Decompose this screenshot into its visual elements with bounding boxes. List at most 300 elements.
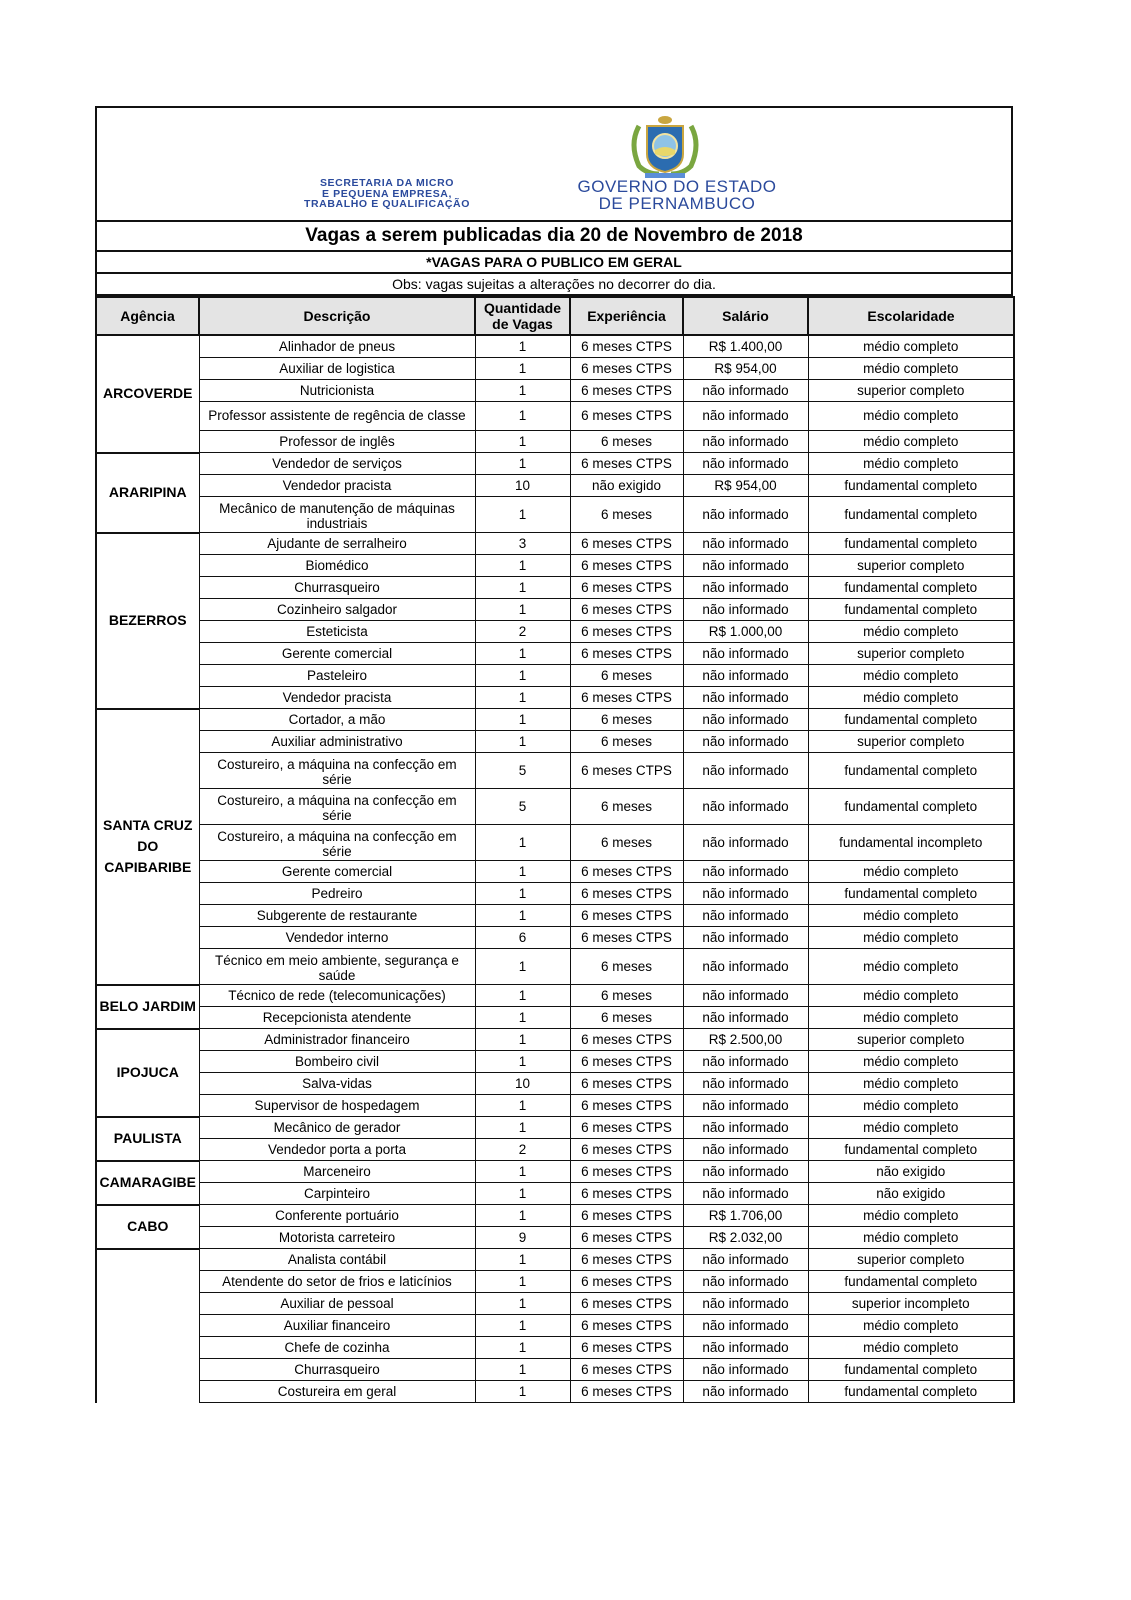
description-cell: Churrasqueiro (199, 577, 475, 599)
experience-cell: 6 meses CTPS (570, 1249, 683, 1271)
salary-cell: não informado (683, 949, 808, 985)
salary-cell: não informado (683, 1051, 808, 1073)
education-cell: fundamental completo (808, 577, 1014, 599)
experience-cell: 6 meses (570, 709, 683, 731)
experience-cell: 6 meses CTPS (570, 927, 683, 949)
table-row (96, 1271, 1014, 1293)
education-cell: fundamental completo (808, 883, 1014, 905)
experience-cell: 6 meses CTPS (570, 335, 683, 358)
quantity-cell: 6 (475, 927, 570, 949)
quantity-cell: 2 (475, 621, 570, 643)
quantity-cell: 1 (475, 1205, 570, 1227)
description-cell: Professor assistente de regência de classe (199, 402, 475, 431)
table-row (96, 665, 1014, 687)
salary-cell: não informado (683, 1337, 808, 1359)
experience-cell: 6 meses CTPS (570, 453, 683, 475)
quantity-cell: 1 (475, 665, 570, 687)
education-cell: médio completo (808, 431, 1014, 453)
education-cell: superior completo (808, 1029, 1014, 1051)
experience-cell: 6 meses (570, 497, 683, 533)
education-cell: médio completo (808, 621, 1014, 643)
education-cell: médio completo (808, 1117, 1014, 1139)
quantity-cell: 1 (475, 1293, 570, 1315)
document-subtitle: *VAGAS PARA O PUBLICO EM GERAL (97, 252, 1011, 274)
education-cell: fundamental completo (808, 789, 1014, 825)
experience-cell: 6 meses CTPS (570, 687, 683, 709)
education-cell: médio completo (808, 861, 1014, 883)
table-row (96, 621, 1014, 643)
salary-cell: não informado (683, 577, 808, 599)
education-cell: fundamental incompleto (808, 825, 1014, 861)
education-cell: superior incompleto (808, 1293, 1014, 1315)
quantity-cell: 1 (475, 1007, 570, 1029)
experience-cell: 6 meses (570, 985, 683, 1007)
description-cell: Gerente comercial (199, 861, 475, 883)
description-cell: Vendedor interno (199, 927, 475, 949)
experience-cell: 6 meses CTPS (570, 1183, 683, 1205)
agency-cell (96, 1249, 199, 1403)
experience-cell: 6 meses CTPS (570, 1073, 683, 1095)
quantity-cell: 1 (475, 1051, 570, 1073)
education-cell: fundamental completo (808, 533, 1014, 555)
education-cell: superior completo (808, 1249, 1014, 1271)
education-cell: fundamental completo (808, 1359, 1014, 1381)
quantity-cell: 1 (475, 599, 570, 621)
education-cell: médio completo (808, 665, 1014, 687)
quantity-cell: 1 (475, 709, 570, 731)
description-cell: Carpinteiro (199, 1183, 475, 1205)
salary-cell: não informado (683, 1007, 808, 1029)
description-cell: Ajudante de serralheiro (199, 533, 475, 555)
quantity-cell: 1 (475, 643, 570, 665)
description-cell: Analista contábil (199, 1249, 475, 1271)
salary-cell: não informado (683, 687, 808, 709)
education-cell: médio completo (808, 453, 1014, 475)
table-row (96, 1249, 1014, 1271)
column-header-quantidade: Quantidade de Vagas (475, 297, 570, 335)
column-header-escolaridade: Escolaridade (808, 297, 1014, 335)
salary-cell: R$ 1.400,00 (683, 335, 808, 358)
experience-cell: 6 meses CTPS (570, 1315, 683, 1337)
experience-cell: 6 meses CTPS (570, 1161, 683, 1183)
table-row (96, 905, 1014, 927)
table-row (96, 825, 1014, 861)
education-cell: médio completo (808, 335, 1014, 358)
table-row (96, 497, 1014, 533)
letterhead (97, 108, 1011, 222)
salary-cell: não informado (683, 599, 808, 621)
experience-cell: 6 meses CTPS (570, 358, 683, 380)
quantity-cell: 1 (475, 731, 570, 753)
quantity-cell: 1 (475, 431, 570, 453)
description-cell: Atendente do setor de frios e laticínios (199, 1271, 475, 1293)
education-cell: fundamental completo (808, 497, 1014, 533)
description-cell: Pasteleiro (199, 665, 475, 687)
salary-cell: não informado (683, 1095, 808, 1117)
agency-cell: ARCOVERDE (96, 335, 199, 453)
salary-cell: não informado (683, 453, 808, 475)
education-cell: fundamental completo (808, 1381, 1014, 1403)
education-cell: médio completo (808, 1205, 1014, 1227)
education-cell: médio completo (808, 1315, 1014, 1337)
experience-cell: 6 meses CTPS (570, 1293, 683, 1315)
table-row (96, 1095, 1014, 1117)
education-cell: fundamental completo (808, 475, 1014, 497)
salary-cell: R$ 1.000,00 (683, 621, 808, 643)
education-cell: médio completo (808, 358, 1014, 380)
agency-cell: BEZERROS (96, 533, 199, 709)
description-cell: Auxiliar financeiro (199, 1315, 475, 1337)
education-cell: superior completo (808, 731, 1014, 753)
agency-group (96, 335, 1014, 453)
quantity-cell: 1 (475, 687, 570, 709)
education-cell: fundamental completo (808, 1271, 1014, 1293)
table-row (96, 577, 1014, 599)
agency-group (96, 1249, 1014, 1403)
description-cell: Chefe de cozinha (199, 1337, 475, 1359)
description-cell: Vendedor de serviços (199, 453, 475, 475)
quantity-cell: 1 (475, 861, 570, 883)
education-cell: médio completo (808, 949, 1014, 985)
agency-group (96, 985, 1014, 1029)
table-row (96, 1139, 1014, 1161)
document-note: Obs: vagas sujeitas a alterações no decorrer do dia. (97, 274, 1011, 296)
experience-cell: 6 meses CTPS (570, 1337, 683, 1359)
experience-cell: 6 meses (570, 431, 683, 453)
quantity-cell: 1 (475, 1095, 570, 1117)
experience-cell: 6 meses CTPS (570, 1359, 683, 1381)
table-row (96, 687, 1014, 709)
salary-cell: não informado (683, 825, 808, 861)
experience-cell: 6 meses CTPS (570, 577, 683, 599)
experience-cell: 6 meses CTPS (570, 905, 683, 927)
experience-cell: 6 meses CTPS (570, 621, 683, 643)
agency-cell: PAULISTA (96, 1117, 199, 1161)
table-row (96, 709, 1014, 731)
salary-cell: não informado (683, 709, 808, 731)
table-row (96, 1359, 1014, 1381)
table-row (96, 1007, 1014, 1029)
education-cell: médio completo (808, 1095, 1014, 1117)
experience-cell: 6 meses CTPS (570, 1095, 683, 1117)
agency-cell: SANTA CRUZ DO CAPIBARIBE (96, 709, 199, 985)
education-cell: médio completo (808, 1073, 1014, 1095)
quantity-cell: 1 (475, 555, 570, 577)
education-cell: superior completo (808, 380, 1014, 402)
description-cell: Mecânico de manutenção de máquinas industriais (199, 497, 475, 533)
salary-cell: não informado (683, 927, 808, 949)
description-cell: Nutricionista (199, 380, 475, 402)
education-cell: fundamental completo (808, 753, 1014, 789)
agency-cell: IPOJUCA (96, 1029, 199, 1117)
quantity-cell: 9 (475, 1227, 570, 1249)
table-row (96, 643, 1014, 665)
description-cell: Cortador, a mão (199, 709, 475, 731)
salary-cell: R$ 954,00 (683, 475, 808, 497)
table-row (96, 1161, 1014, 1183)
quantity-cell: 1 (475, 1117, 570, 1139)
quantity-cell: 1 (475, 883, 570, 905)
table-row (96, 358, 1014, 380)
column-header-experiencia: Experiência (570, 297, 683, 335)
table-row (96, 1227, 1014, 1249)
description-cell: Bombeiro civil (199, 1051, 475, 1073)
column-header-salario: Salário (683, 297, 808, 335)
salary-cell: não informado (683, 497, 808, 533)
salary-cell: não informado (683, 555, 808, 577)
education-cell: médio completo (808, 927, 1014, 949)
education-cell: médio completo (808, 1051, 1014, 1073)
table-row (96, 1315, 1014, 1337)
table-row (96, 475, 1014, 497)
document-title: Vagas a serem publicadas dia 20 de Novembro de 2018 (97, 222, 1011, 252)
quantity-cell: 1 (475, 949, 570, 985)
table-row (96, 861, 1014, 883)
education-cell: não exigido (808, 1161, 1014, 1183)
quantity-cell: 1 (475, 380, 570, 402)
quantity-cell: 1 (475, 453, 570, 475)
table-row (96, 1293, 1014, 1315)
experience-cell: 6 meses CTPS (570, 643, 683, 665)
description-cell: Técnico de rede (telecomunicações) (199, 985, 475, 1007)
description-cell: Auxiliar de pessoal (199, 1293, 475, 1315)
description-cell: Vendedor pracista (199, 475, 475, 497)
table-row (96, 380, 1014, 402)
experience-cell: 6 meses CTPS (570, 1227, 683, 1249)
description-cell: Subgerente de restaurante (199, 905, 475, 927)
salary-cell: R$ 1.706,00 (683, 1205, 808, 1227)
experience-cell: 6 meses CTPS (570, 599, 683, 621)
agency-group (96, 1117, 1014, 1161)
salary-cell: não informado (683, 1183, 808, 1205)
experience-cell: 6 meses CTPS (570, 555, 683, 577)
description-cell: Administrador financeiro (199, 1029, 475, 1051)
quantity-cell: 1 (475, 402, 570, 431)
experience-cell: 6 meses CTPS (570, 1139, 683, 1161)
table-row (96, 402, 1014, 431)
description-cell: Professor de inglês (199, 431, 475, 453)
table-row (96, 533, 1014, 555)
salary-cell: R$ 2.500,00 (683, 1029, 808, 1051)
table-row (96, 1183, 1014, 1205)
salary-cell: não informado (683, 1139, 808, 1161)
description-cell: Conferente portuário (199, 1205, 475, 1227)
table-row (96, 1051, 1014, 1073)
table-row (96, 1117, 1014, 1139)
agency-group (96, 1161, 1014, 1205)
table-row (96, 731, 1014, 753)
description-cell: Salva-vidas (199, 1073, 475, 1095)
job-listing-sheet (95, 106, 1013, 1403)
experience-cell: 6 meses CTPS (570, 1117, 683, 1139)
experience-cell: 6 meses CTPS (570, 1205, 683, 1227)
table-row (96, 789, 1014, 825)
table-row (96, 985, 1014, 1007)
description-cell: Mecânico de gerador (199, 1117, 475, 1139)
description-cell: Marceneiro (199, 1161, 475, 1183)
description-cell: Esteticista (199, 621, 475, 643)
quantity-cell: 2 (475, 1139, 570, 1161)
table-row (96, 1073, 1014, 1095)
secretaria-logo-text (267, 178, 507, 210)
quantity-cell: 5 (475, 789, 570, 825)
experience-cell: 6 meses (570, 1007, 683, 1029)
description-cell: Técnico em meio ambiente, segurança e saúde (199, 949, 475, 985)
education-cell: superior completo (808, 643, 1014, 665)
description-cell: Gerente comercial (199, 643, 475, 665)
description-cell: Churrasqueiro (199, 1359, 475, 1381)
salary-cell: não informado (683, 1161, 808, 1183)
document-frame (95, 106, 1013, 296)
experience-cell: 6 meses CTPS (570, 1271, 683, 1293)
agency-cell: CABO (96, 1205, 199, 1249)
education-cell: médio completo (808, 402, 1014, 431)
agency-group (96, 709, 1014, 985)
education-cell: fundamental completo (808, 1139, 1014, 1161)
description-cell: Auxiliar administrativo (199, 731, 475, 753)
description-cell: Auxiliar de logistica (199, 358, 475, 380)
secretaria-line-1: SECRETARIA DA MICRO (319, 177, 455, 189)
quantity-cell: 3 (475, 533, 570, 555)
table-header-row (96, 297, 1014, 335)
salary-cell: não informado (683, 789, 808, 825)
education-cell: médio completo (808, 1227, 1014, 1249)
experience-cell: 6 meses (570, 949, 683, 985)
table-row (96, 599, 1014, 621)
quantity-cell: 1 (475, 985, 570, 1007)
quantity-cell: 1 (475, 1337, 570, 1359)
quantity-cell: 1 (475, 358, 570, 380)
education-cell: médio completo (808, 985, 1014, 1007)
column-header-descricao: Descrição (199, 297, 475, 335)
experience-cell: 6 meses CTPS (570, 533, 683, 555)
education-cell: médio completo (808, 1007, 1014, 1029)
experience-cell: 6 meses (570, 731, 683, 753)
experience-cell: 6 meses CTPS (570, 1029, 683, 1051)
quantity-cell: 1 (475, 1161, 570, 1183)
description-cell: Vendedor pracista (199, 687, 475, 709)
education-cell: médio completo (808, 905, 1014, 927)
experience-cell: 6 meses (570, 825, 683, 861)
agency-group (96, 533, 1014, 709)
education-cell: médio completo (808, 1337, 1014, 1359)
quantity-cell: 1 (475, 1315, 570, 1337)
salary-cell: não informado (683, 883, 808, 905)
quantity-cell: 1 (475, 497, 570, 533)
experience-cell: 6 meses CTPS (570, 380, 683, 402)
table-row (96, 927, 1014, 949)
table-row (96, 753, 1014, 789)
salary-cell: não informado (683, 533, 808, 555)
salary-cell: não informado (683, 1249, 808, 1271)
salary-cell: não informado (683, 643, 808, 665)
experience-cell: 6 meses (570, 665, 683, 687)
quantity-cell: 1 (475, 335, 570, 358)
education-cell: não exigido (808, 1183, 1014, 1205)
salary-cell: não informado (683, 861, 808, 883)
quantity-cell: 1 (475, 577, 570, 599)
quantity-cell: 1 (475, 825, 570, 861)
salary-cell: não informado (683, 1271, 808, 1293)
description-cell: Costureiro, a máquina na confecção em série (199, 789, 475, 825)
experience-cell: 6 meses CTPS (570, 861, 683, 883)
coat-of-arms-icon (625, 114, 705, 180)
table-row (96, 949, 1014, 985)
quantity-cell: 5 (475, 753, 570, 789)
salary-cell: R$ 2.032,00 (683, 1227, 808, 1249)
quantity-cell: 1 (475, 905, 570, 927)
description-cell: Pedreiro (199, 883, 475, 905)
governo-logo-text (537, 178, 817, 212)
quantity-cell: 1 (475, 1249, 570, 1271)
table-row (96, 1205, 1014, 1227)
experience-cell: 6 meses CTPS (570, 753, 683, 789)
description-cell: Cozinheiro salgador (199, 599, 475, 621)
salary-cell: não informado (683, 753, 808, 789)
table-row (96, 1029, 1014, 1051)
salary-cell: não informado (683, 731, 808, 753)
quantity-cell: 1 (475, 1381, 570, 1403)
description-cell: Costureiro, a máquina na confecção em série (199, 825, 475, 861)
salary-cell: não informado (683, 1315, 808, 1337)
salary-cell: não informado (683, 1359, 808, 1381)
governo-line-2: DE PERNAMBUCO (598, 194, 756, 213)
quantity-cell: 10 (475, 475, 570, 497)
description-cell: Vendedor porta a porta (199, 1139, 475, 1161)
education-cell: superior completo (808, 555, 1014, 577)
salary-cell: não informado (683, 431, 808, 453)
jobs-table (95, 296, 1015, 1403)
description-cell: Supervisor de hospedagem (199, 1095, 475, 1117)
experience-cell: 6 meses CTPS (570, 402, 683, 431)
table-row (96, 431, 1014, 453)
governo-line-1: GOVERNO DO ESTADO (577, 177, 777, 196)
secretaria-line-2: E PEQUENA EMPRESA, (321, 187, 453, 200)
salary-cell: não informado (683, 905, 808, 927)
experience-cell: não exigido (570, 475, 683, 497)
quantity-cell: 1 (475, 1029, 570, 1051)
quantity-cell: 1 (475, 1183, 570, 1205)
table-row (96, 883, 1014, 905)
agency-cell: BELO JARDIM (96, 985, 199, 1029)
experience-cell: 6 meses CTPS (570, 1051, 683, 1073)
quantity-cell: 1 (475, 1359, 570, 1381)
agency-group (96, 1029, 1014, 1117)
salary-cell: não informado (683, 665, 808, 687)
agency-group (96, 453, 1014, 533)
experience-cell: 6 meses CTPS (570, 883, 683, 905)
table-row (96, 1381, 1014, 1403)
education-cell: médio completo (808, 687, 1014, 709)
description-cell: Costureira em geral (199, 1381, 475, 1403)
description-cell: Biomédico (199, 555, 475, 577)
agency-group (96, 1205, 1014, 1249)
description-cell: Recepcionista atendente (199, 1007, 475, 1029)
quantity-cell: 1 (475, 1271, 570, 1293)
agency-cell: CAMARAGIBE (96, 1161, 199, 1205)
table-row (96, 335, 1014, 358)
salary-cell: não informado (683, 1117, 808, 1139)
description-cell: Costureiro, a máquina na confecção em série (199, 753, 475, 789)
quantity-cell: 10 (475, 1073, 570, 1095)
experience-cell: 6 meses CTPS (570, 1381, 683, 1403)
agency-cell: ARARIPINA (96, 453, 199, 533)
education-cell: fundamental completo (808, 709, 1014, 731)
table-row (96, 555, 1014, 577)
salary-cell: não informado (683, 402, 808, 431)
description-cell: Motorista carreteiro (199, 1227, 475, 1249)
salary-cell: não informado (683, 380, 808, 402)
